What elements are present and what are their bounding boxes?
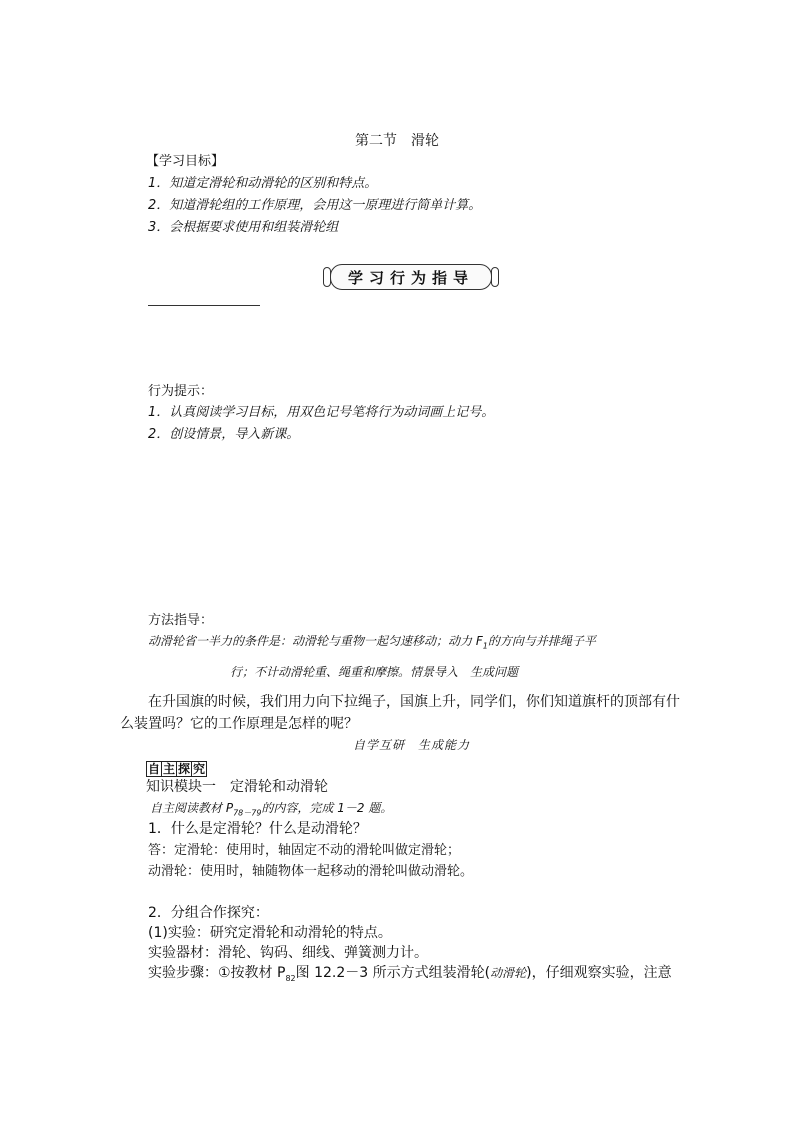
behavior-item-2: 2．创设情景，导入新课。 [148,427,300,442]
module-title: 知识模块一 定滑轮和动滑轮 [146,779,328,795]
steps-text-b: 图 12.2－3 所示方式组装滑轮( [295,965,491,981]
method-line-2: 行；不计动滑轮重、绳重和摩擦。情景导入 生成问题 [230,665,519,679]
method-text-a: 动滑轮省一半力的条件是：动滑轮与重物一起匀速移动；动力 F [148,634,483,648]
page-title: 第二节 滑轮 [355,133,439,149]
behavior-heading: 行为提示： [148,384,214,399]
steps-line [148,963,672,989]
self-study-badge [146,758,206,777]
experiment-line: (1)实验：研究定滑轮和动滑轮的特点。 [148,925,392,941]
question-2: 2．分组合作探究： [148,905,269,921]
answer-1b: 动滑轮：使用时，轴随物体一起移动的滑轮叫做动滑轮。 [148,864,474,879]
reading-pages: 78－79 [233,808,262,818]
reading-text-b: 的内容，完成 1－2 题。 [261,801,393,815]
section-banner: 学习行为指导 [330,264,492,290]
objective-item-3: 3．会根据要求使用和组装滑轮组 [148,220,339,235]
section-heading: 自学互研 生成能力 [353,738,471,752]
question-1: 1．什么是定滑轮？什么是动滑轮？ [148,821,367,837]
intro-line-1: 在升国旗的时候，我们用力向下拉绳子，国旗上升，同学们，你们知道旗杆的顶部有什 [148,694,680,710]
intro-line-2: 么装置吗？它的工作原理是怎样的呢？ [120,716,358,732]
method-text-b: 的方向与并排绳子平 [487,634,596,648]
method-line-1 [148,632,596,655]
divider-line [148,305,260,306]
method-heading: 方法指导： [148,613,214,628]
badge-char-3: 探 [178,762,191,776]
objectives-heading: 【学习目标】 [146,154,225,169]
steps-text-c: )，仔细观察实验，注意 [526,965,672,981]
objective-item-1: 1．知道定滑轮和动滑轮的区别和特点。 [148,176,378,191]
answer-1a: 答：定滑轮：使用时，轴固定不动的滑轮叫做定滑轮； [148,843,461,858]
steps-italic: 动滑轮 [490,966,527,980]
reading-text-a: 自主阅读教材 P [150,801,234,815]
badge-char-1: 自 [148,762,161,776]
badge-char-4: 究 [193,762,206,776]
behavior-item-1: 1．认真阅读学习目标，用双色记号笔将行为动词画上记号。 [148,405,495,420]
method-subscript: 1 [482,641,488,651]
steps-page: 82 [285,973,296,983]
badge-char-2: 主 [163,762,176,776]
materials-line: 实验器材：滑轮、钩码、细线、弹簧测力计。 [148,945,428,961]
steps-text-a: 实验步骤：①按教材 P [148,965,286,981]
objective-item-2: 2．知道滑轮组的工作原理，会用这一原理进行简单计算。 [148,198,482,213]
